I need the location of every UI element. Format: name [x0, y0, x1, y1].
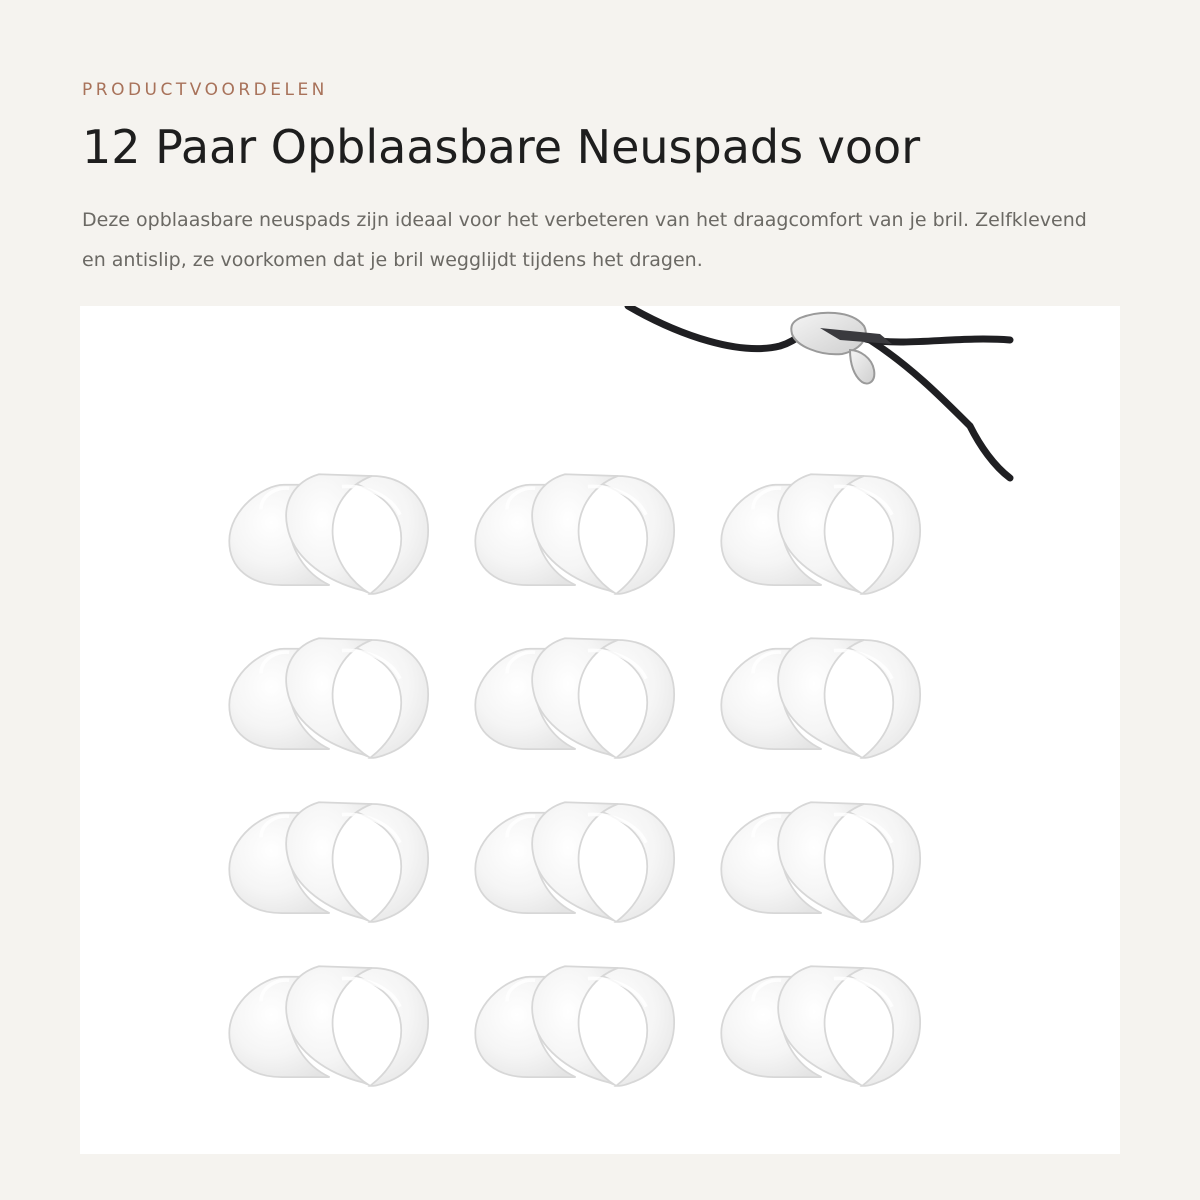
nose-pad-pair: [475, 802, 674, 922]
nose-pads-illustration: [80, 306, 1120, 1154]
nose-pad-pair: [229, 638, 428, 758]
product-description: Deze opblaasbare neuspads zijn ideaal voor het verbeteren van het draagcomfort van je bril. Zelfklevend en antislip, ze voorkomen dat je bril wegglijdt tijdens het dragen.: [82, 209, 1087, 271]
eyeglasses-icon: [628, 306, 1010, 478]
product-title: 12 Paar Opblaasbare Neuspads voor: [82, 120, 921, 174]
nose-pad-pair: [229, 966, 428, 1086]
nose-pad-pair: [721, 966, 920, 1086]
nose-pad-pair: [721, 474, 920, 594]
product-image: [80, 306, 1120, 1154]
nose-pad-pair: [475, 966, 674, 1086]
nose-pad-pair: [229, 802, 428, 922]
nose-pads-grid: [229, 474, 920, 1086]
nose-pad-pair: [475, 638, 674, 758]
section-eyebrow: PRODUCTVOORDELEN: [82, 80, 328, 100]
nose-pad-pair: [475, 474, 674, 594]
nose-pad-pair: [721, 638, 920, 758]
nose-pad-pair: [229, 474, 428, 594]
nose-pad-pair: [721, 802, 920, 922]
